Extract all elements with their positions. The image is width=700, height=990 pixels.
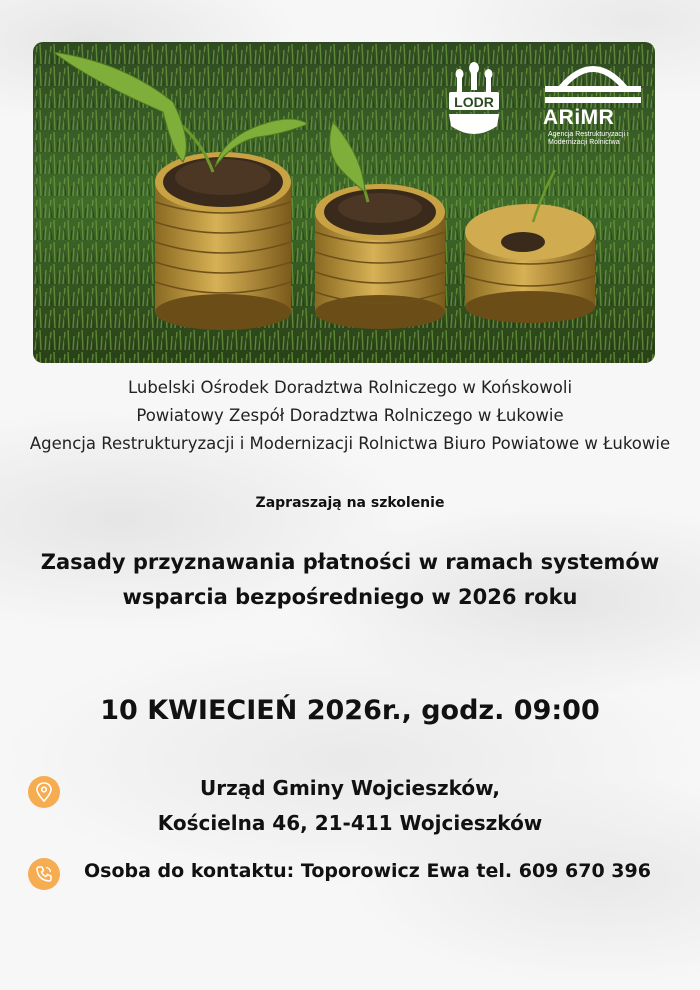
coin-stack-medium — [315, 184, 445, 329]
training-title-line: Zasady przyznawania płatności w ramach systemów — [40, 550, 660, 574]
organizer-line: Lubelski Ośrodek Doradztwa Rolniczego w Końskowoli — [127, 378, 573, 397]
training-title-line: wsparcia bezpośredniego w 2026 roku — [122, 585, 578, 609]
contact-info: Osoba do kontaktu: Toporowicz Ewa tel. 609 670 396 — [84, 860, 651, 882]
invite-text: Zapraszają na szkolenie — [255, 495, 445, 511]
lodr-logo — [443, 62, 505, 142]
phone-icon — [28, 858, 60, 890]
training-title — [0, 545, 700, 615]
hero-image — [33, 42, 655, 363]
arimr-logo — [543, 54, 643, 154]
event-datetime: 10 KWIECIEŃ 2026r., godz. 09:00 — [100, 695, 600, 726]
coin-stack-small — [465, 204, 595, 323]
arimr-logo-name: ARiMR — [543, 106, 615, 129]
lodr-logo-text: LODR — [454, 94, 494, 110]
coin-stack-large — [155, 152, 291, 330]
address-line-2: Kościelna 46, 21-411 Wojcieszków — [157, 811, 543, 835]
organizers — [0, 374, 700, 458]
address-line-1: Urząd Gminy Wojcieszków, — [200, 776, 500, 800]
organizer-line: Agencja Restrukturyzacji i Modernizacji Rolnictwa Biuro Powiatowe w Łukowie — [29, 434, 671, 453]
organizer-line: Powiatowy Zespół Doradztwa Rolniczego w Łukowie — [136, 406, 564, 425]
arimr-logo-subtitle: Agencja Restrukturyzacji i Modernizacji Rolnictwa — [548, 131, 629, 146]
